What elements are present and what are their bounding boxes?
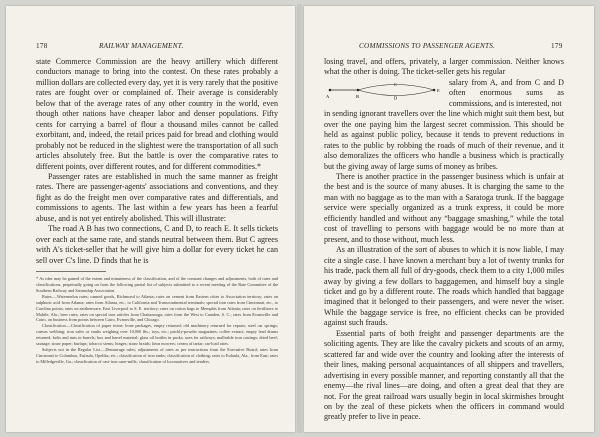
diagram-label-c: C (394, 81, 398, 87)
book-gutter (297, 4, 302, 433)
left-body (36, 57, 278, 365)
paragraph: The road A B has two connections, C and D, to reach E. It sells tickets over each at the same rate, and stands neutral between them. But C agrees with A's ticket-seller that he will give him a dollar for every ticket he can sell over C's line. D finds that he is (36, 224, 278, 265)
paragraph: in sending ignorant travellers over the line which might suit them best, but over the one paying him the largest secret commission. This should be held as against public policy, because it tends to prevent reductions in rates to the public by robbing the roads of much of their revenue, and it also demoralizes the officers who handle a business which is practically but the giving away of large sums of money as bribes. (324, 109, 564, 171)
diagram-label-e: E (437, 87, 440, 93)
left-page (6, 6, 295, 432)
route-diagram-block (324, 78, 564, 109)
paragraph: Passenger rates are established in much the same manner as freight rates. There are passenger-agents' associations and conventions, and they fight as do the freight men over comparative rates and differentials, and commissions to agents. The last within a few years has been a fearful abuse, and is not yet entirely abolished. This will illustrate: (36, 171, 278, 223)
page-number: 178 (36, 42, 48, 50)
right-page (304, 6, 594, 432)
diagram-label-b: B (356, 93, 360, 99)
footnote: * As idea may be gained of the extent and minuteness of the classification, and of the constant changes and adjustments, both of rates and classifications, perpetually going on from the following partial list of subjects submitted to a recent meeting of the Rate Committee of the Southern Railway and Steamship Association. (36, 276, 278, 293)
footnote-rule (36, 271, 106, 272)
diagram-node-b (357, 89, 360, 92)
paragraph: As an illustration of the sort of abuses to which it is now liable, I may cite a single case. I have known a merchant buy a lot of twenty trunks for his trade, pack them all full of dry-goods, check them to a city 1,000 miles away by giving a few dollars to baggagemen, and himself buy a single ticket and go by a different route. The roads which handled that baggage imagined that it belonged to their passengers, and were never the wiser. While the baggage service is free, no efficient checks can be provided against such frauds. (324, 245, 564, 328)
diagram-side-text: salary from A, and from C and D often enormous sums as commissions, and is interested, not (449, 77, 564, 108)
footnote: Classification.—Classification of paper twine; bone packages, empty returned; old machinery returned for repairs; steel car springs; canvas webbing; iron safes or vaults weighing over 10,000 lbs.; toys, etc.; prickly-powder magazines; coffee extract; empty lead drums returned; bolts and nuts in barrels; box and barrel material; glass oil bottles in packs; axes for railways; malleable iron castings; dried beef; sausage; straw paper; burlaps; tobacco stems; hinges; straw braids; lawn mowers; cream of tartar; car-load rates. (36, 323, 278, 347)
paragraph: losing travel, and offers, privately, a larger commission. Neither knows what the other is doing. The ticket-seller gets his regular (324, 57, 564, 77)
route-diagram (324, 80, 446, 100)
paragraph: There is another practice in the passenger business which is unfair at the best and is the source of many abuses. It is charging the same to the man with no baggage as to the man with a Saratoga trunk. If the baggage service were specially organized as a trunk express, it could be more efficiently handled and without any “baggage smashing,” while the total cost of travelling to persons with baggage would be no more than at present, and to those without, much less. (324, 171, 564, 244)
diagram-node-e (433, 89, 436, 92)
paragraph: Essential parts of both freight and passenger departments are the soliciting agents. They are like the cavalry pickets and scouts of an army, scattered far and wide over the country and looking after the interests of their lines, making personal acquaintances of all shippers and travellers, advertising in every possible manner, and reporting constantly all that the enemy—the rival lines—are doing, and often a great deal that they are not. For the great railroad wars usually begin in local skirmishes brought on by the zeal of these pickets when the officers in command would greatly prefer to live in peace. (324, 328, 564, 422)
paragraph: state Commerce Commission are the heavy artillery which different conductors manage to bring into the contest. On these rates probably a million dollars are collected every day, yet it is very rarely that the positive rates are fought over or complained of. Their average is considerably below that of the average rates of any other country in the world, even though other nations have cheaper labor and denser populations. Fifty cents for carrying a barrel of flour a thousand miles cannot be called exorbitant, and, indeed, the retail prices paid for bread and clothing would probably not be reduced in the slightest were the transportation of all such articles absolutely free. But the battle is over the comparative rates to different points, over different routes, and for different commodities.* (36, 57, 278, 171)
right-body (324, 57, 564, 423)
page-number: 179 (551, 42, 563, 50)
diagram-label-d: D (394, 95, 398, 100)
diagram-node-a (329, 89, 332, 92)
footnote: Subjects not in the Regular List.—Demurrage rules; adjustments of rates as per instructions from the Executive Board; rates from Cincinnati to Columbus, Eufaula, Opelika, etc.; classification of iron tanks; classification of clothing; rates to Eufaula, Ala., from East; rates to Milledgeville, Ga.; classification of cast-iron cane-mills; classification of locomotives and tenders. (36, 346, 278, 364)
diagram-label-a: A (326, 93, 330, 99)
running-head: RAILWAY MANAGEMENT. (99, 42, 184, 50)
running-head: COMMISSIONS TO PASSENGER AGENTS. (359, 42, 496, 50)
footnote: Rates.—Watermelon rates; canned goods, Richmond to Atlanta; rates on cement from Eastern cities to Association territory; rates on sulphuric acid from Atlanta; rates from Atlanta, etc., to California and Transcontinental terminals; special iron rates from Cincinnati, etc., to Carolina points; rates on earthenware, East Liverpool to S. E. territory; rates on cotton bags to Memphis from Atlanta; rates on fertilizers to Mobile, Ala.; beer rates; rates on special iron articles from Chattanooga; rates from the West to Camden, S. C.; rates from Evansville and Cairo, on business from points between Cairo, Evansville, and Chicago. (36, 293, 278, 323)
